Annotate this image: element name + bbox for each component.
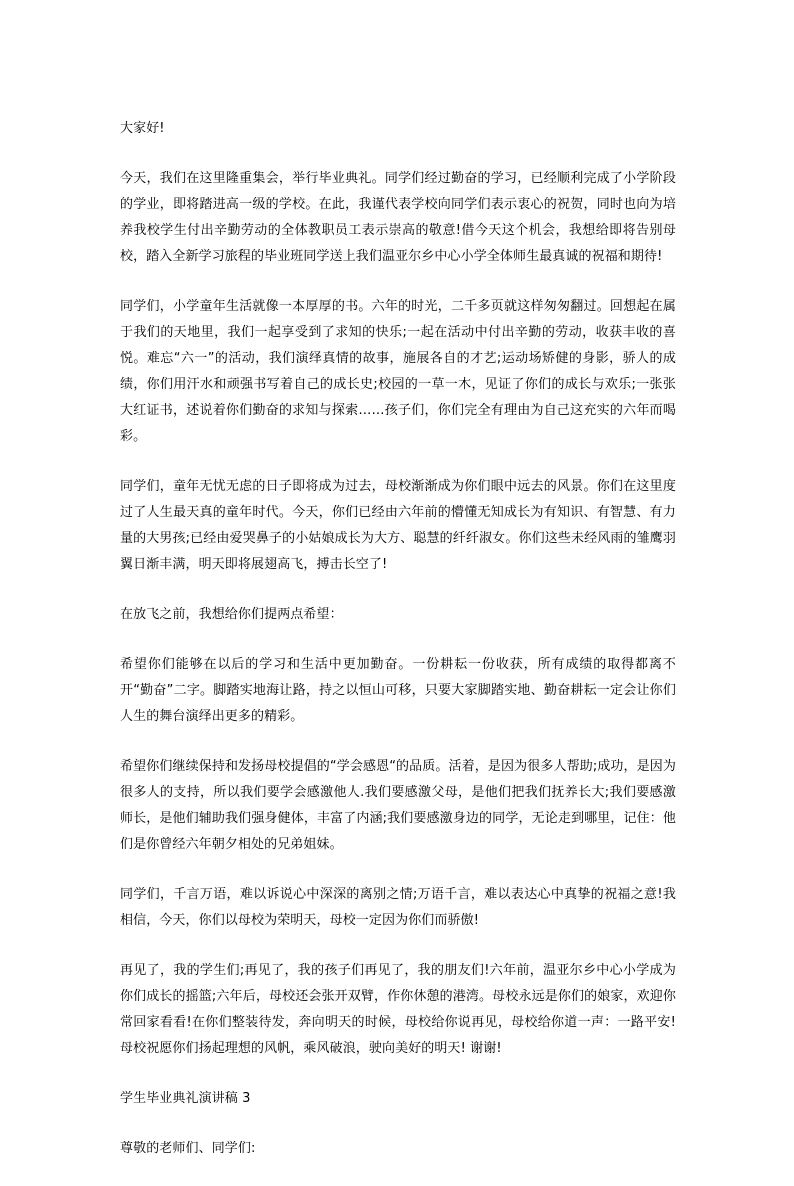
paragraph-4: 在放飞之前，我想给你们提两点希望： — [120, 607, 343, 622]
paragraph-1: 今天，我们在这里隆重集会，举行毕业典礼。同学们经过勤奋的学习，已经顺利完成了小学阶段的学业，即将踏进高一级的学校。在此，我谨代表学校向同学们表示衷心的祝贺，同时也向为培养我校学生付出辛勤劳动的全体教职员工表示崇高的敬意!借今天这个机会，我想给即将告别母校，踏入全新学习旅程的毕业班同学送上我们温亚尔乡中心小学全体师生最真诚的祝福和期待! — [120, 171, 676, 264]
greeting-line: 大家好! — [120, 121, 165, 136]
paragraph-2: 同学们，小学童年生活就像一本厚厚的书。六年的时光，二千多页就这样匆匆翻过。回想起在属于我们的天地里，我们一起享受到了求知的快乐;一起在活动中付出辛勤的劳动，收获丰收的喜悦。难忘“六一”的活动，我们演绎真情的故事，施展各自的才艺;运动场矫健的身影，骄人的成绩，你们用汗水和顽强书写着自己的成长史;校园的一草一木，见证了你们的成长与欢乐;一张张大红证书，述说着你们勤奋的求知与探索……孩子们，你们完全有理由为自己这充实的六年而喝彩。 — [120, 299, 676, 444]
paragraph-6: 希望你们继续保持和发扬母校提倡的“学会感恩“的品质。活着，是因为很多人帮助;成功，是因为很多人的支持，所以我们要学会感激他人.我们要感激父母，是他们把我们抚养长大;我们要感激师长，是他们辅助我们强身健体，丰富了内涵;我们要感激身边的同学，无论走到哪里，记住：他们是你曾经六年朝夕相处的兄弟姐妹。 — [120, 759, 676, 852]
paragraph-8: 再见了，我的学生们;再见了，我的孩子们再见了，我的朋友们!六年前，温亚尔乡中心小学成为你们成长的摇篮;六年后，母校还会张开双臂，作你休憩的港湾。母校永远是你们的娘家，欢迎你常回家看看!在你们整装待发，奔向明天的时候，母校给你说再见，母校给你道一声：一路平安!母校祝愿你们扬起理想的风帆，乘风破浪，驶向美好的明天! 谢谢! — [120, 963, 676, 1056]
section-title: 学生毕业典礼演讲稿 3 — [120, 1091, 251, 1106]
paragraph-5: 希望你们能够在以后的学习和生活中更加勤奋。一份耕耘一份收获，所有成绩的取得都离不开“勤奋”二字。脚踏实地海让路，持之以恒山可移，只要大家脚踏实地、勤奋耕耘一定会让你们人生的舞台演绎出更多的精彩。 — [120, 657, 676, 724]
document-body — [120, 116, 676, 1186]
next-greeting-line: 尊敬的老师们、同学们: — [120, 1141, 256, 1156]
paragraph-3: 同学们，童年无忧无虑的日子即将成为过去，母校渐渐成为你们眼中远去的风景。你们在这里度过了人生最天真的童年时代。今天，你们已经由六年前的懵懂无知成长为有知识、有智慧、有力量的大男孩;已经由爱哭鼻子的小姑娘成长为大方、聪慧的纤纤淑女。你们这些未经风雨的雏鹰羽翼日渐丰满，明天即将展翅高飞，搏击长空了! — [120, 479, 676, 572]
paragraph-7: 同学们，千言万语，难以诉说心中深深的离别之情;万语千言，难以表达心中真挚的祝福之意!我相信，今天，你们以母校为荣明天，母校一定因为你们而骄傲! — [120, 887, 676, 928]
